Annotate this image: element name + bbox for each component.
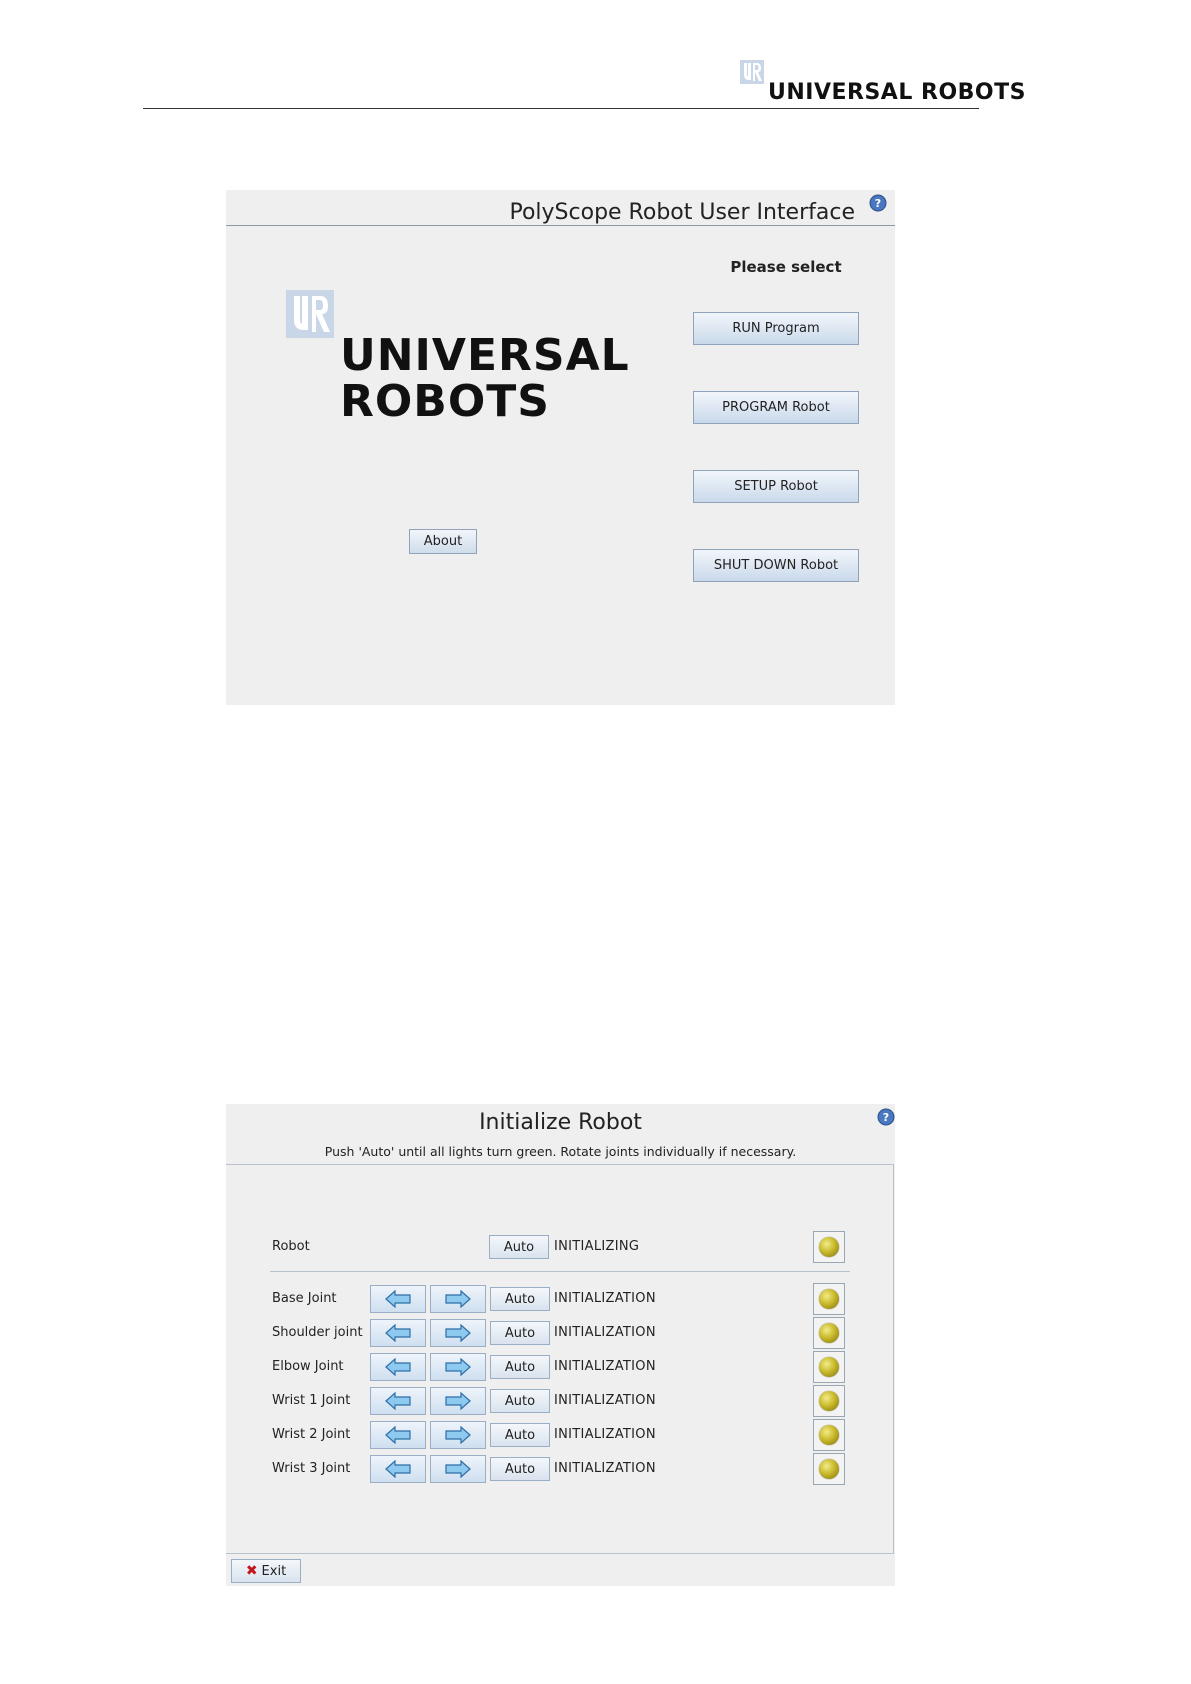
rotate-left-button[interactable]: [370, 1285, 426, 1313]
arrow-right-icon: [444, 1324, 472, 1342]
screen-title: PolyScope Robot User Interface: [509, 200, 855, 225]
joint-row-base: [226, 1284, 895, 1314]
status-text: INITIALIZATION: [554, 1291, 656, 1306]
arrow-right-icon: [444, 1358, 472, 1376]
instructions-text: Push 'Auto' until all lights turn green. Rotate joints individually if necessary.: [324, 1144, 797, 1159]
joint-auto-button[interactable]: Auto: [490, 1287, 550, 1311]
joint-row-shoulder: [226, 1318, 895, 1348]
setup-robot-button[interactable]: SETUP Robot: [693, 470, 859, 503]
joint-auto-button[interactable]: Auto: [490, 1423, 550, 1447]
program-robot-button[interactable]: PROGRAM Robot: [693, 391, 859, 424]
status-light: [813, 1351, 845, 1383]
rotate-left-button[interactable]: [370, 1353, 426, 1381]
ur-logo-icon: [286, 290, 334, 338]
arrow-left-icon: [384, 1392, 412, 1410]
ur-logo-icon: [740, 60, 764, 84]
joint-auto-button[interactable]: Auto: [490, 1321, 550, 1345]
status-light: [813, 1317, 845, 1349]
rotate-right-button[interactable]: [430, 1387, 486, 1415]
arrow-right-icon: [444, 1460, 472, 1478]
yellow-lamp-icon: [819, 1425, 839, 1445]
status-text: INITIALIZING: [554, 1239, 640, 1254]
joint-row-wrist1: [226, 1386, 895, 1416]
status-light: [813, 1453, 845, 1485]
svg-text:?: ?: [882, 1111, 890, 1124]
arrow-left-icon: [384, 1290, 412, 1308]
row-label: Robot: [272, 1239, 310, 1254]
status-text: INITIALIZATION: [554, 1393, 656, 1408]
exit-button[interactable]: [231, 1559, 301, 1583]
joint-row-wrist3: [226, 1454, 895, 1484]
title-divider: [226, 225, 895, 226]
arrow-left-icon: [384, 1324, 412, 1342]
rotate-right-button[interactable]: [430, 1421, 486, 1449]
status-light: [813, 1283, 845, 1315]
initialize-robot-screen: [226, 1104, 895, 1586]
row-divider: [270, 1271, 850, 1272]
brand-wordmark-line2: ROBOTS: [340, 376, 550, 427]
yellow-lamp-icon: [819, 1391, 839, 1411]
shut-down-robot-button[interactable]: SHUT DOWN Robot: [693, 549, 859, 582]
status-text: INITIALIZATION: [554, 1427, 656, 1442]
arrow-right-icon: [444, 1392, 472, 1410]
polyscope-welcome-screen: [226, 190, 895, 705]
robot-row: [226, 1232, 895, 1262]
rotate-right-button[interactable]: [430, 1455, 486, 1483]
help-icon[interactable]: [869, 194, 887, 212]
row-label: Wrist 3 Joint: [272, 1461, 351, 1476]
rotate-left-button[interactable]: [370, 1319, 426, 1347]
status-light: [813, 1419, 845, 1451]
arrow-left-icon: [384, 1426, 412, 1444]
help-icon[interactable]: [877, 1108, 895, 1126]
arrow-right-icon: [444, 1290, 472, 1308]
header-divider: [143, 108, 979, 109]
yellow-lamp-icon: [819, 1357, 839, 1377]
row-label: Wrist 1 Joint: [272, 1393, 351, 1408]
status-text: INITIALIZATION: [554, 1325, 656, 1340]
exit-label: Exit: [261, 1563, 287, 1579]
row-label: Base Joint: [272, 1291, 337, 1306]
arrow-left-icon: [384, 1358, 412, 1376]
header-brand: UNIVERSAL ROBOTS: [768, 80, 1026, 105]
yellow-lamp-icon: [819, 1459, 839, 1479]
row-label: Elbow Joint: [272, 1359, 344, 1374]
row-label: Shoulder joint: [272, 1325, 363, 1340]
status-light: [813, 1385, 845, 1417]
run-program-button[interactable]: RUN Program: [693, 312, 859, 345]
status-text: INITIALIZATION: [554, 1461, 656, 1476]
rotate-left-button[interactable]: [370, 1387, 426, 1415]
robot-auto-button[interactable]: Auto: [489, 1235, 549, 1259]
yellow-lamp-icon: [819, 1237, 839, 1257]
yellow-lamp-icon: [819, 1323, 839, 1343]
joint-auto-button[interactable]: Auto: [490, 1355, 550, 1379]
rotate-right-button[interactable]: [430, 1285, 486, 1313]
about-button[interactable]: About: [409, 529, 477, 554]
arrow-right-icon: [444, 1426, 472, 1444]
arrow-left-icon: [384, 1460, 412, 1478]
rotate-right-button[interactable]: [430, 1319, 486, 1347]
rotate-left-button[interactable]: [370, 1455, 426, 1483]
joint-row-wrist2: [226, 1420, 895, 1450]
joint-auto-button[interactable]: Auto: [490, 1389, 550, 1413]
close-icon: ✖: [245, 1563, 258, 1579]
brand-wordmark-line1: UNIVERSAL: [340, 330, 630, 381]
status-text: INITIALIZATION: [554, 1359, 656, 1374]
joint-auto-button[interactable]: Auto: [490, 1457, 550, 1481]
joint-row-elbow: [226, 1352, 895, 1382]
yellow-lamp-icon: [819, 1289, 839, 1309]
rotate-right-button[interactable]: [430, 1353, 486, 1381]
status-light: [813, 1231, 845, 1263]
screen-title: Initialize Robot: [479, 1110, 642, 1135]
svg-text:?: ?: [874, 197, 882, 210]
row-label: Wrist 2 Joint: [272, 1427, 351, 1442]
rotate-left-button[interactable]: [370, 1421, 426, 1449]
please-select-label: Please select: [730, 258, 842, 276]
